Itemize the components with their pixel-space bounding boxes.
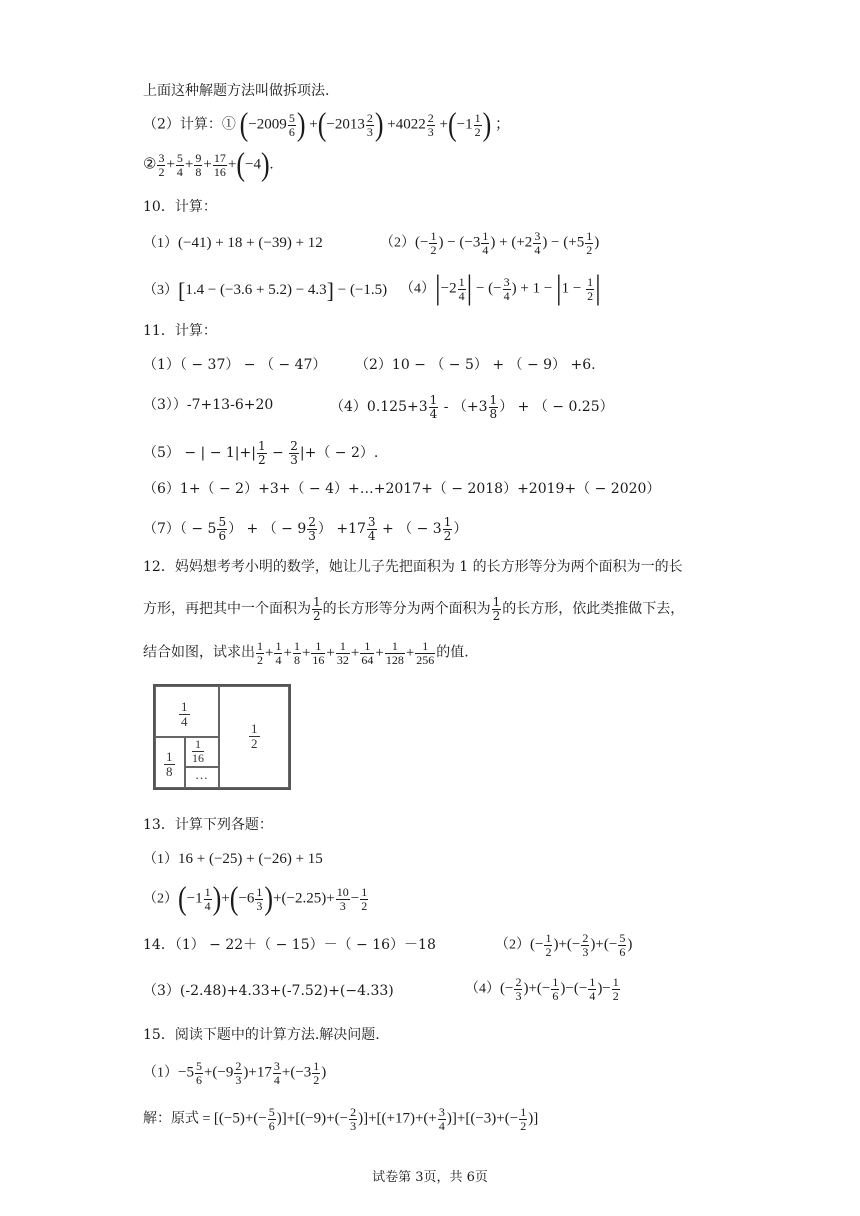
- series-term: $\frac{1}{2}$: [257, 639, 263, 667]
- q11-p4-mid: - （+3: [439, 399, 488, 416]
- q11-p7-label: （7）（ − 5: [143, 521, 217, 538]
- q11-p5-mid: −: [267, 445, 289, 462]
- q10-p4-label: （4）: [400, 281, 435, 297]
- q11-p4-label: （4）0.125+3: [330, 399, 428, 416]
- page-footer: 试卷第 3页，共 6页: [372, 1170, 488, 1185]
- q11-part6: （6）1+（ − 2）+3+（ − 4）+…+2017+（ − 2018）+2019+（ − 2020）: [143, 481, 661, 497]
- q9-term-2-int: −2013: [326, 116, 365, 133]
- q15-p1-label: （1）: [143, 1065, 178, 1081]
- series-term: $\frac{1}{128}$: [385, 639, 404, 667]
- area-division-figure: [153, 684, 291, 790]
- q13-p2-label: （2）: [143, 891, 178, 907]
- series-term: $\frac{1}{8}$: [293, 639, 300, 667]
- q13-title: 13．计算下列各题：: [143, 817, 273, 833]
- series-term: $\frac{1}{16}$: [312, 639, 325, 667]
- q11-p7-d: + （ − 3: [377, 521, 442, 538]
- q9-end: .: [269, 156, 274, 173]
- q11-p5-end: |+（ − 2）.: [299, 445, 379, 462]
- q15-sol-label: 解：原式 =: [143, 1111, 214, 1127]
- series-term: $\frac{1}{4}$: [275, 639, 282, 667]
- q9-part2-expression-2: ② $\frac{3}{2}$ + $\frac{5}{4}$ + $\frac{9}{8}$ + $\frac{17}{16}$ +(−4).: [143, 145, 274, 183]
- q10-part3: （3）[1.4 − (−3.6 + 5.2) − 4.3] − (−1.5): [143, 278, 388, 303]
- q9-term-2-frac: $\frac{2}{3}$: [366, 111, 373, 139]
- q9-term-1-frac: $\frac{5}{6}$: [288, 111, 295, 139]
- q9-separator: ；: [495, 116, 511, 133]
- q12-line2-b: 的长方形等分为两个面积为: [322, 601, 491, 618]
- q9-frac-c: $\frac{9}{8}$: [195, 151, 202, 179]
- q11-part4: （4）0.125+3 $\frac{1}{4}$ - （+3 $\frac{1}{8}$ ） + （ − 0.25）: [330, 393, 614, 421]
- q11-p7-c: ） +17: [317, 521, 366, 538]
- q10-p1-expr: (−41) + 18 + (−39) + 12: [178, 235, 323, 251]
- q12-line2-c: 的长方形，依此类推做下去，: [502, 601, 685, 618]
- q9-frac-a: $\frac{3}{2}$: [158, 151, 165, 179]
- q12-line-2: 方形，再把其中一个面积为 $\frac{1}{2}$ 的长方形等分为两个面积为 $\frac{1}{2}$ 的长方形，依此类推做下去，: [143, 595, 685, 623]
- series-term: $\frac{1}{256}$: [416, 639, 435, 667]
- q9-frac-b: $\frac{5}{4}$: [176, 151, 183, 179]
- q10-p3-tail: − (−1.5): [337, 282, 388, 299]
- q12-series: $\frac{1}{2}$ + $\frac{1}{4}$ + $\frac{1}{8}$ + $\frac{1}{16}$ + $\frac{1}{32}$ + $\frac{1}{64}$ + $\frac{1}{128}$ + $\frac{1}{256}$: [257, 639, 435, 667]
- intro-text: 上面这种解题方法叫做拆项法.: [143, 83, 330, 99]
- q12-line3-a: 结合如图，试求出: [143, 644, 255, 661]
- q9-term-3-frac: $\frac{2}{3}$: [427, 111, 434, 139]
- q9-term-4-int: −1: [456, 116, 473, 133]
- q13-part2: （2）(−1 $\frac{1}{4}$ )+(−6 $\frac{1}{3}$ )+(−2.25)+ $\frac{10}{3}$ − $\frac{1}{2}$: [143, 879, 368, 917]
- q14-part2: （2）(− $\frac{1}{2}$ )+(− $\frac{2}{3}$ )+(− $\frac{5}{6}$ ): [495, 931, 633, 959]
- q10-p2-label: （2）: [380, 235, 415, 251]
- q9-term-4-frac: $\frac{1}{2}$: [474, 111, 481, 139]
- q12-line-1: 12．妈妈想考考小明的数学，她让儿子先把面积为 1 的长方形等分为两个面积为一的长: [143, 559, 683, 575]
- q10-part1: [143, 236, 323, 251]
- q10-part2: （2）(− $\frac{1}{2}$ ) − (−3 $\frac{1}{4}$ ) + (+2 $\frac{3}{4}$ ) − (+5 $\frac{1}{2}$ ): [380, 229, 600, 257]
- label-eighth: 1 8: [166, 749, 173, 779]
- q9-term-1-int: −2009: [248, 116, 287, 133]
- q11-p5-label: （5） − | − 1|+|: [143, 445, 256, 462]
- q15-part1: （1）−5 $\frac{5}{6}$ +(−9 $\frac{2}{3}$ )+17 $\frac{3}{4}$ +(−3 $\frac{1}{2}$ ): [143, 1059, 327, 1087]
- q13-p1-expr: 16 + (−25) + (−26) + 15: [178, 851, 323, 867]
- q9-frac-d: $\frac{17}{16}$: [213, 151, 226, 179]
- q12-line2-a: 方形，再把其中一个面积为: [143, 601, 311, 618]
- q11-p7-b: ） + （ − 9: [228, 521, 307, 538]
- q13-part1: [143, 852, 323, 867]
- label-half: 1 2: [251, 721, 258, 751]
- q9-circle-2: ②: [143, 156, 157, 173]
- label-dots: …: [195, 767, 208, 782]
- q14-part3: （3）(-2.48)+4.33+(-7.52)+(−4.33): [143, 983, 394, 999]
- q12-line3-b: 的值.: [436, 644, 469, 661]
- q11-part2: （2）10 − （ − 5） + （ − 9） +6.: [355, 357, 596, 373]
- q12-line-3: [143, 640, 469, 666]
- q10-p3-label: （3）: [143, 283, 178, 299]
- q13-p1-label: （1）: [143, 852, 178, 867]
- q14-p4-label: （4）: [465, 981, 500, 997]
- label-sixteenth: 1 16: [192, 737, 204, 765]
- series-term: $\frac{1}{32}$: [336, 639, 349, 667]
- q10-p1-label: （1）: [143, 236, 178, 251]
- q9-tail: −4: [245, 156, 261, 173]
- q14-p2-label: （2）: [495, 937, 530, 953]
- label-quarter: 1 4: [181, 699, 188, 729]
- q11-part1: （1）（ − 37） − （ − 47）: [143, 357, 327, 373]
- series-term: $\frac{1}{64}$: [361, 639, 374, 667]
- q9-term-3-int: +4022: [387, 116, 426, 133]
- q10-title: 10．计算：: [143, 199, 217, 215]
- q11-part3: （3））-7+13-6+20: [143, 397, 274, 413]
- q11-part7: （7）（ − 5 $\frac{5}{6}$ ） + （ − 9 $\frac{2}{3}$ ） +17 $\frac{3}{4}$ + （ − 3 $\frac{1}{2}$ ）: [143, 515, 468, 543]
- q11-p7-e: ）: [453, 521, 468, 538]
- q10-p3-expr: 1.4 − (−3.6 + 5.2) − 4.3: [185, 282, 327, 299]
- q15-solution: 解：原式 = [(−5)+(− $\frac{5}{6}$ )]+[(−9)+(− $\frac{2}{3}$ )]+[(+17)+(+ $\frac{3}{4}$ )]+[(−3)+(− $\frac{1}{2}$ )]: [143, 1105, 539, 1133]
- q15-title: 15．阅读下题中的计算方法.解决问题.: [143, 1027, 380, 1043]
- q14-part1: 14．（1） − 22＋（ − 15）－（ − 16）－18: [143, 937, 436, 953]
- q11-p4-end: ） + （ − 0.25）: [499, 399, 614, 416]
- q11-title: 11．计算：: [143, 323, 217, 339]
- q14-part4: （4）(− $\frac{2}{3}$ )+(− $\frac{1}{6}$ )−(− $\frac{1}{4}$ )− $\frac{1}{2}$: [465, 975, 619, 1003]
- q10-part4: （4）|−2 $\frac{1}{4}$ | − (− $\frac{3}{4}$ ) + 1 − |1 − $\frac{1}{2}$ |: [400, 269, 601, 307]
- q9-part2-expression-1: （2）计算：① (−2009 $\frac{5}{6}$ ) +(−2013 $\frac{2}{3}$ ) +4022 $\frac{2}{3}$ +(−1 $\frac{1}{2}$ ) ；: [143, 105, 511, 143]
- q9-part2-label: （2）计算：①: [143, 116, 236, 133]
- q11-part5: （5） − | − 1|+| $\frac{1}{2}$ − $\frac{2}{3}$ |+（ − 2）.: [143, 439, 379, 467]
